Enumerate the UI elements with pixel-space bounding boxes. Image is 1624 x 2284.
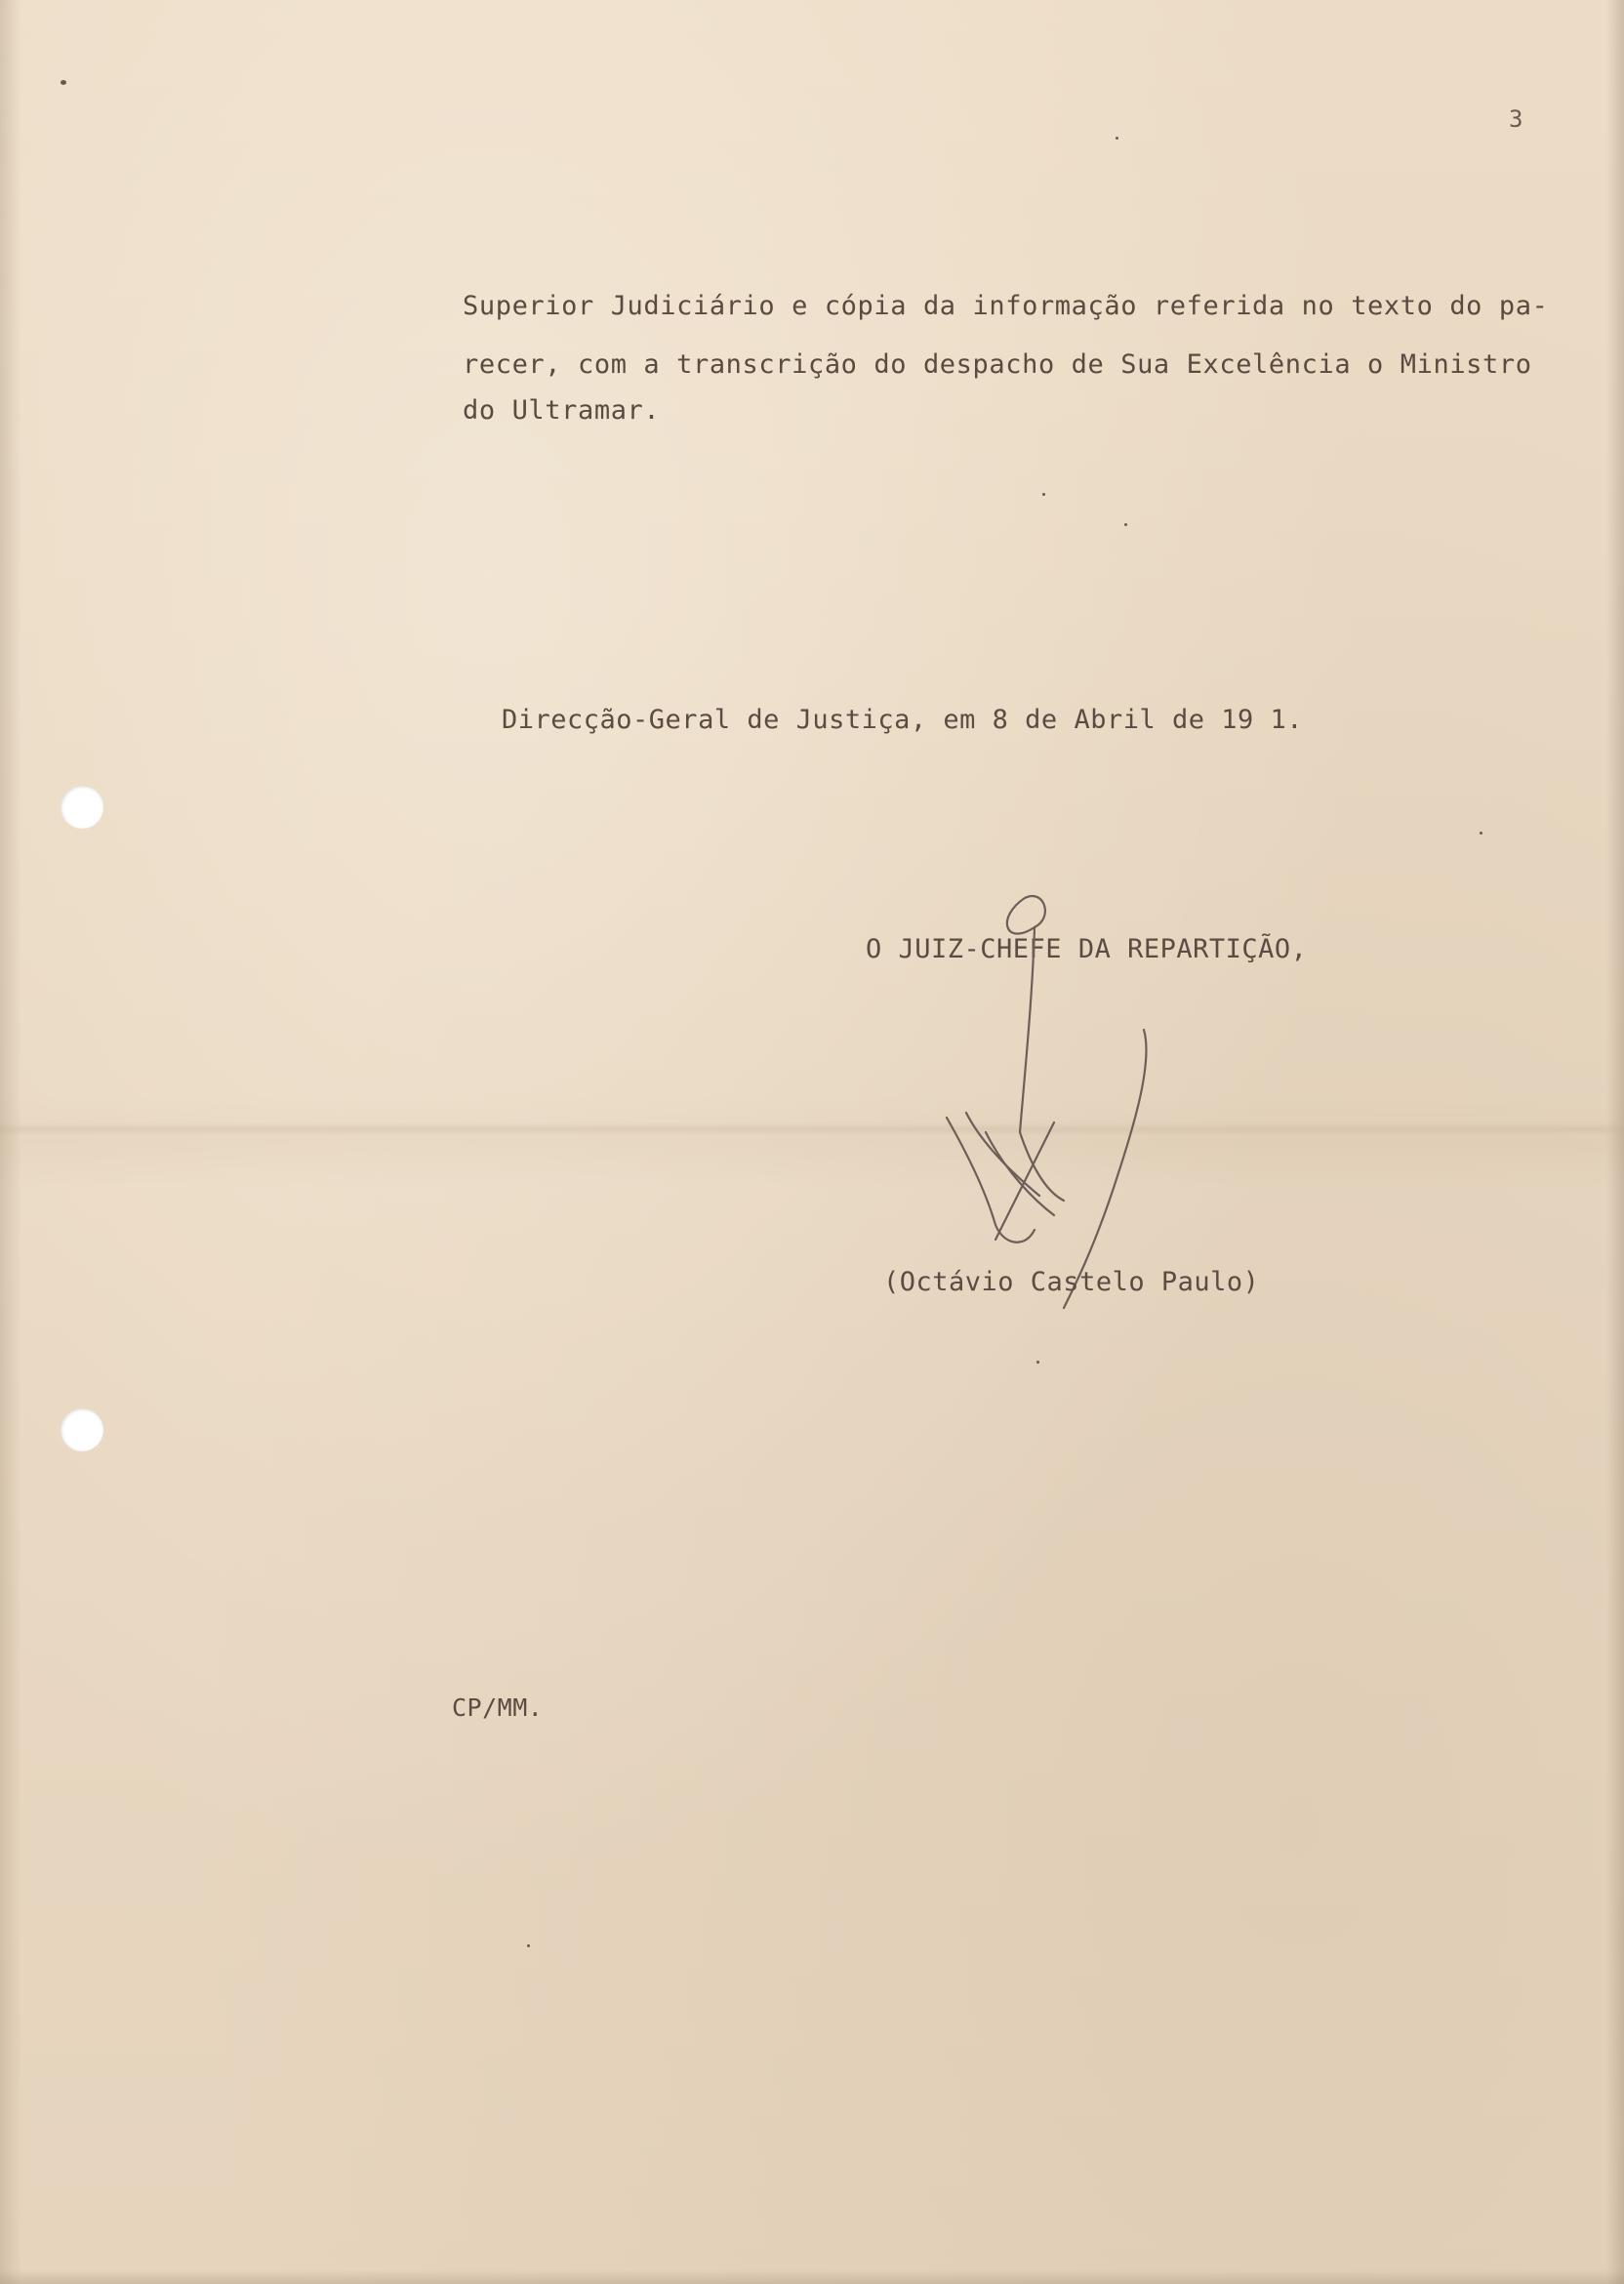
handwritten-signature — [927, 878, 1181, 1327]
page-number: 3 — [1509, 105, 1523, 133]
bottom-edge-shadow — [0, 2270, 1624, 2284]
ink-speck — [527, 1944, 530, 1947]
date-line: Direcção-Geral de Justiça, em 8 de Abril de 19 1. — [502, 705, 1304, 735]
signature-stroke — [1007, 896, 1045, 934]
left-edge-shadow — [0, 0, 21, 2284]
reference-initials: CP/MM. — [452, 1693, 544, 1722]
signature-stroke — [995, 1122, 1054, 1240]
right-edge-shadow — [1606, 0, 1624, 2284]
ink-speck — [1124, 523, 1127, 526]
ink-speck — [1116, 137, 1118, 140]
ink-speck — [1036, 1361, 1039, 1364]
punch-hole-top — [61, 786, 103, 829]
signatory-title: O JUIZ-CHEFE DA REPARTIÇÃO, — [866, 934, 1308, 964]
paper-fold-line — [0, 1122, 1624, 1136]
body-line: Superior Judiciário e cópia da informação referida no texto do pa- — [463, 291, 1549, 321]
signatory-name: (Octávio Castelo Paulo) — [883, 1267, 1260, 1297]
ink-speck — [1042, 493, 1045, 496]
punch-hole-bottom — [61, 1408, 103, 1451]
ink-speck — [1480, 832, 1482, 835]
body-line: do Ultramar. — [463, 395, 661, 426]
ink-speck — [61, 80, 66, 85]
body-line: recer, com a transcrição do despacho de Sua Excelência o Ministro — [463, 349, 1532, 380]
signature-stroke — [1020, 927, 1035, 1132]
